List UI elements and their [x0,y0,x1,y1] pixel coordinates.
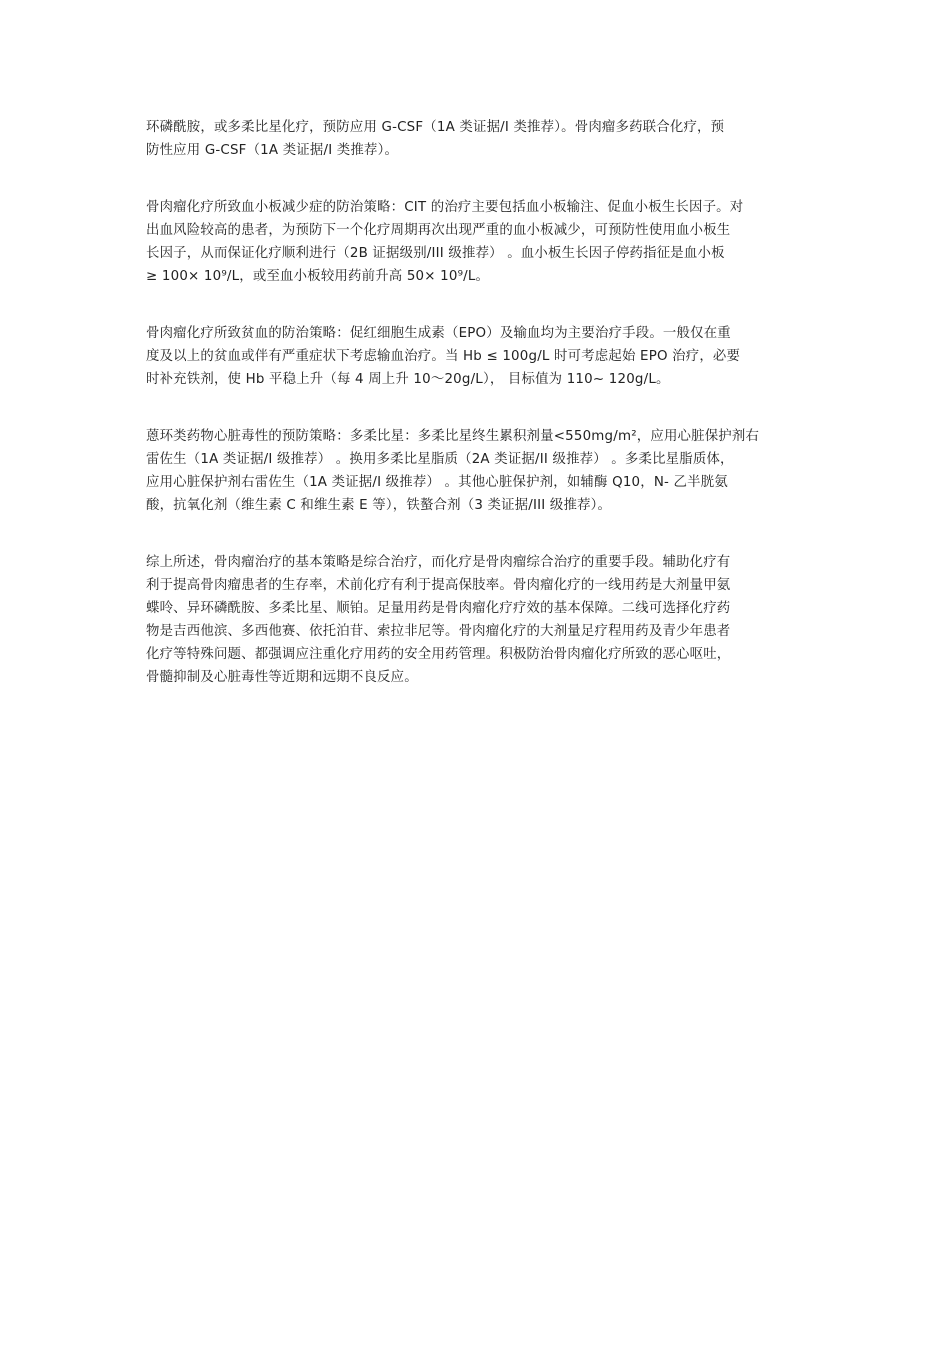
text-line: 防性应用 G-CSF（1A 类证据/I 类推荐）。 [146,143,399,158]
text-line: 物是吉西他滨、多西他赛、依托泊苷、索拉非尼等。骨肉瘤化疗的大剂量足疗程用药及青少年患者 [146,624,731,639]
text-line: 综上所述，骨肉瘤治疗的基本策略是综合治疗，而化疗是骨肉瘤综合治疗的重要手段。辅助化疗有 [146,555,731,570]
text-line: 时补充铁剂，使 Hb 平稳上升（每 4 周上升 10～20g/L）， 目标值为 110~ 120g/L。 [146,372,670,387]
paragraph-cardiotoxicity-prevention [146,425,816,517]
text-line: 雷佐生（1A 类证据/I 级推荐） 。换用多柔比星脂质（2A 类证据/II 级推荐） 。多柔比星脂质体， [146,452,734,467]
text-line: 利于提高骨肉瘤患者的生存率，术前化疗有利于提高保肢率。骨肉瘤化疗的一线用药是大剂量甲氨 [146,578,731,593]
text-line: 酸，抗氧化剂（维生素 C 和维生素 E 等），铁螯合剂（3 类证据/III 级推荐）。 [146,498,612,513]
text-line: 度及以上的贫血或伴有严重症状下考虑输血治疗。当 Hb ≤ 100g/L 时可考虑起始 EPO 治疗，必要 [146,349,741,364]
text-line: 蒽环类药物心脏毒性的预防策略：多柔比星：多柔比星终生累积剂量<550mg/m²，应用心脏保护剂右 [146,429,760,444]
text-line: 骨肉瘤化疗所致贫血的防治策略：促红细胞生成素（EPO）及输血均为主要治疗手段。一般仅在重 [146,326,731,341]
paragraph-summary [146,551,816,689]
paragraph-anemia-strategy [146,322,816,391]
paragraph-thrombocytopenia-strategy [146,196,816,288]
text-line: 蝶呤、异环磷酰胺、多柔比星、顺铂。足量用药是骨肉瘤化疗疗效的基本保障。二线可选择化疗药 [146,601,731,616]
text-line: 应用心脏保护剂右雷佐生（1A 类证据/I 级推荐） 。其他心脏保护剂，如辅酶 Q10，N- 乙半胱氨 [146,475,728,490]
text-line: 出血风险较高的患者，为预防下一个化疗周期再次出现严重的血小板减少，可预防性使用血小板生 [146,223,731,238]
text-line: 长因子，从而保证化疗顺利进行（2B 证据级别/III 级推荐） 。血小板生长因子停药指征是血小板 [146,246,725,261]
paragraph-gcsf-prophylaxis [146,116,816,162]
text-line: 骨肉瘤化疗所致血小板减少症的防治策略：CIT 的治疗主要包括血小板输注、促血小板生长因子。对 [146,200,744,215]
text-line: 骨髓抑制及心脏毒性等近期和远期不良反应。 [146,670,418,685]
text-line: ≥ 100× 10⁹/L，或至血小板较用药前升高 50× 10⁹/L。 [146,269,490,284]
text-line: 化疗等特殊问题、都强调应注重化疗用药的安全用药管理。积极防治骨肉瘤化疗所致的恶心呕吐， [146,647,731,662]
document-body [146,116,816,723]
text-line: 环磷酰胺，或多柔比星化疗，预防应用 G-CSF（1A 类证据/I 类推荐）。骨肉瘤多药联合化疗，预 [146,120,725,135]
